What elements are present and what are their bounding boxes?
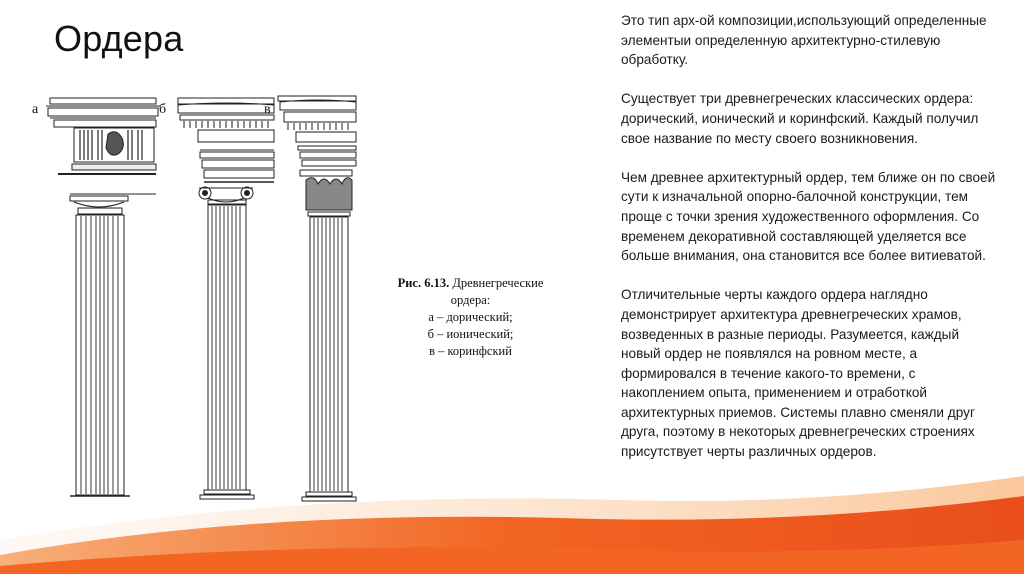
paragraph-1: Это тип арх-ой композиции,использующий определенные элементыи определенную архитектурно-стилевую обработку. (621, 13, 987, 68)
paragraph-2: Существует три древнегреческих классических ордера: дорический, ионический и коринфский. Каждый получил свое название по месту своего возникновения. (621, 91, 979, 146)
paragraph-4: Отличительные черты каждого ордера наглядно демонстрирует архитектура древнегреческих храмов, возведенных в разные периоды. Разумеется, каждый новый ордер не появлялся на ровном месте, а формировался в течение какого-то времени, с накоплением опыта, применением и отработкой архитектурных приемов. Системы плавно сменяли друг друга, поэтому в некоторых древнегреческих строениях присутствует черты различных ордеров. (621, 287, 975, 460)
caption-title: Древнегреческие ордера: (450, 276, 544, 307)
doric-column (46, 98, 160, 496)
label-b: б (159, 102, 167, 117)
orders-illustration (28, 90, 563, 510)
paragraph-3: Чем древнее архитектурный ордер, тем ближе он по своей сути к изначальной опорно-балочной конструкции, тем проще с точки зрения художественного оформления. Со временем декоративной составляющей уделяется все больше внимания, она становится все более витиеватой. (621, 169, 996, 264)
caption-item-b: б – ионический; (427, 327, 514, 341)
label-a: а (32, 102, 39, 117)
figure-caption (378, 275, 563, 360)
label-v: в (264, 102, 271, 117)
corinthian-column (278, 96, 356, 501)
ionic-column (178, 98, 274, 499)
slide-title: Ордера (54, 18, 184, 59)
body-text (621, 11, 999, 481)
caption-item-v: в – коринфский (429, 344, 512, 358)
caption-number: Рис. 6.13. (397, 276, 450, 290)
caption-item-a: а – дорический; (428, 310, 513, 324)
